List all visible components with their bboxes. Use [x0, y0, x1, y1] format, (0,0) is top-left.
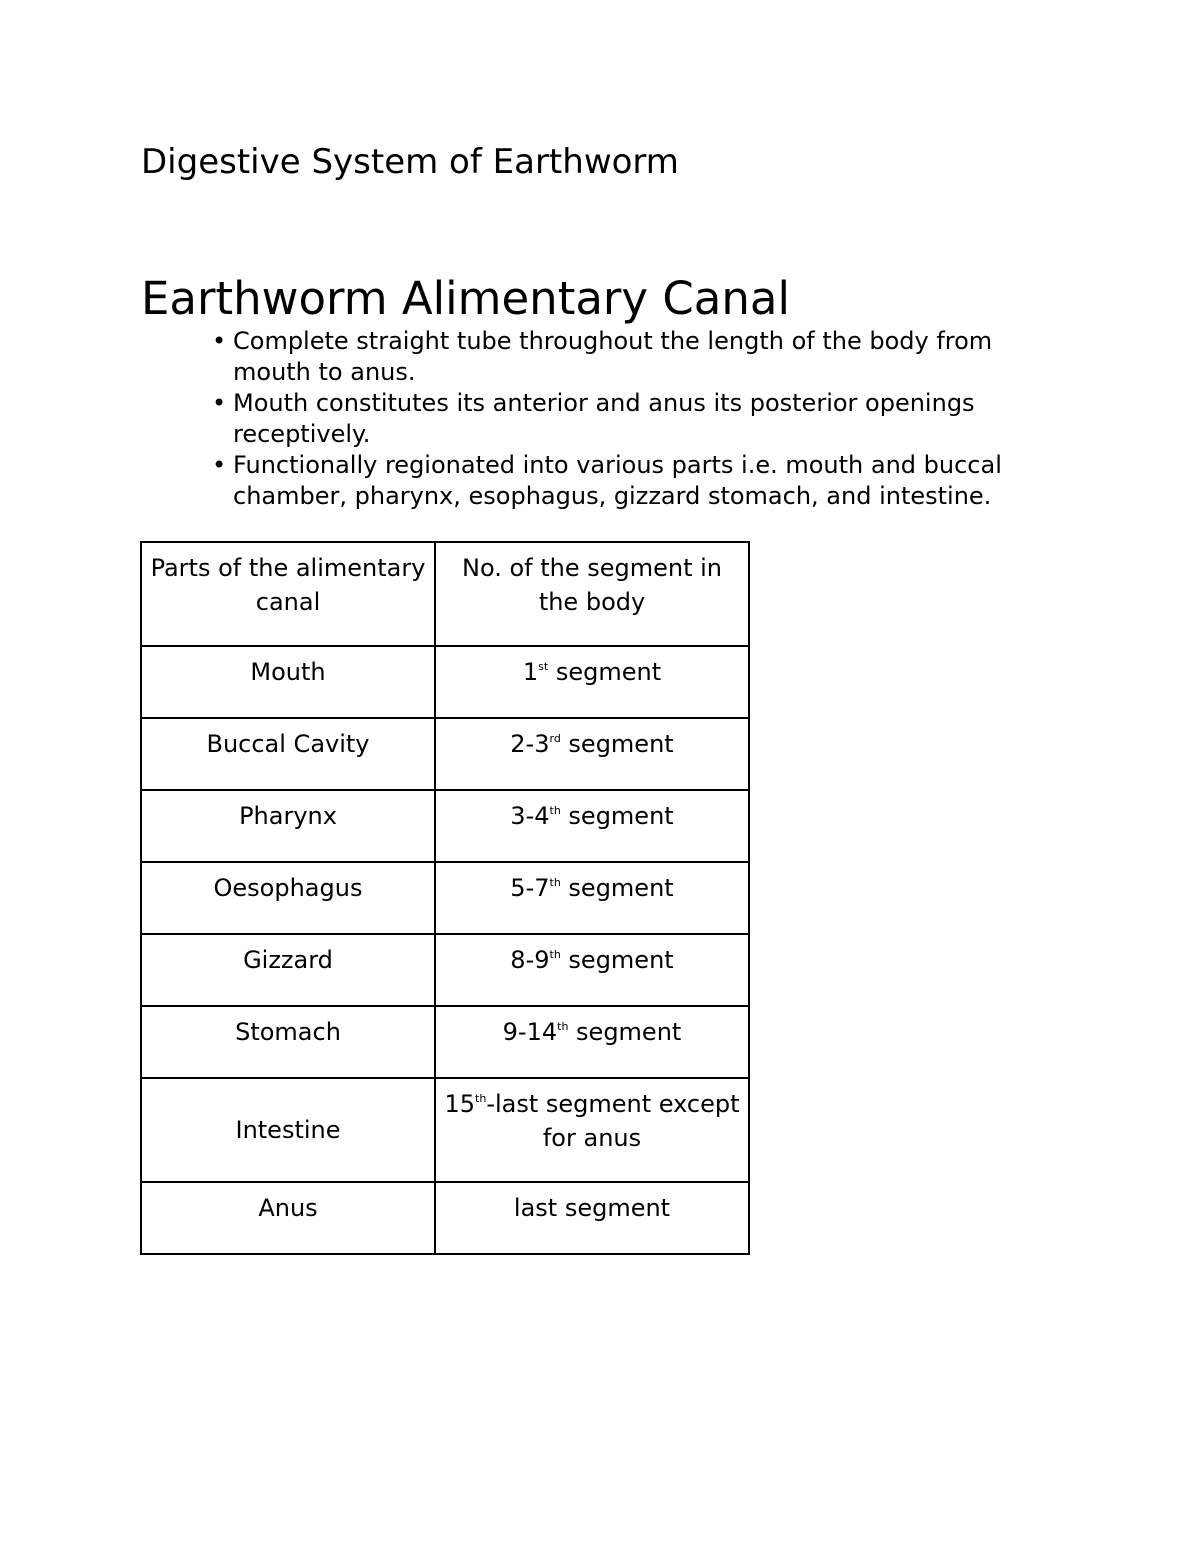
part-cell: Oesophagus: [141, 862, 435, 934]
segment-suffix: segment: [560, 730, 674, 758]
segment-suffix: segment: [560, 874, 674, 902]
bullet-icon: •: [212, 327, 227, 355]
segment-ordinal: th: [557, 1020, 569, 1033]
table-header-row: [141, 542, 749, 646]
header-cell-segment: No. of the segment in the body: [435, 542, 749, 646]
table-row: [141, 1078, 749, 1182]
table-row: [141, 790, 749, 862]
segment-number: 15: [444, 1090, 476, 1118]
segment-cell: [435, 934, 749, 1006]
document-title: Digestive System of Earthworm: [141, 142, 679, 182]
bullet-text: Mouth constitutes its anterior and anus its posterior openings receptively.: [233, 389, 975, 448]
table-row: [141, 934, 749, 1006]
bullet-item: [196, 388, 1076, 450]
segment-cell: [435, 862, 749, 934]
segment-ordinal: st: [538, 660, 549, 673]
segment-suffix: -last segment except for anus: [486, 1090, 740, 1152]
part-cell: Gizzard: [141, 934, 435, 1006]
segment-ordinal: rd: [549, 732, 561, 745]
table-row: [141, 718, 749, 790]
segment-suffix: segment: [560, 946, 674, 974]
segment-cell: [435, 1006, 749, 1078]
bullet-text: Complete straight tube throughout the length of the body from mouth to anus.: [233, 327, 993, 386]
bullet-text: Functionally regionated into various parts i.e. mouth and buccal chamber, pharynx, esophagus, gizzard stomach, and intestine.: [233, 451, 1002, 510]
segment-number: 8-9: [510, 946, 550, 974]
segment-suffix: segment: [568, 1018, 682, 1046]
part-cell: Buccal Cavity: [141, 718, 435, 790]
segment-number: 3-4: [510, 802, 550, 830]
table-row: [141, 1006, 749, 1078]
section-heading: Earthworm Alimentary Canal: [141, 272, 790, 325]
segment-cell: [435, 1078, 749, 1182]
segment-suffix: segment: [548, 658, 662, 686]
segment-ordinal: th: [549, 804, 561, 817]
table-row: [141, 1182, 749, 1254]
segment-cell: [435, 646, 749, 718]
header-cell-part: Parts of the alimentary canal: [141, 542, 435, 646]
segment-number: 9-14: [502, 1018, 558, 1046]
segment-cell: [435, 790, 749, 862]
segment-ordinal: th: [549, 948, 561, 961]
segment-number: 5-7: [510, 874, 550, 902]
table-row: [141, 862, 749, 934]
segment-cell: [435, 1182, 749, 1254]
segment-ordinal: th: [475, 1092, 487, 1105]
table-row: [141, 646, 749, 718]
segment-cell: [435, 718, 749, 790]
part-cell: Stomach: [141, 1006, 435, 1078]
bullet-item: [196, 326, 1076, 388]
part-cell: Anus: [141, 1182, 435, 1254]
bullet-icon: •: [212, 451, 227, 479]
segment-ordinal: th: [549, 876, 561, 889]
segment-number: 2-3: [510, 730, 550, 758]
part-cell: Intestine: [141, 1078, 435, 1182]
segment-number: last segment: [513, 1194, 671, 1222]
segments-table: [140, 541, 750, 1255]
bullet-icon: •: [212, 389, 227, 417]
bullet-item: [196, 450, 1076, 512]
bullet-list: [196, 326, 1076, 512]
segment-suffix: segment: [560, 802, 674, 830]
part-cell: Pharynx: [141, 790, 435, 862]
segment-number: 1: [522, 658, 539, 686]
part-cell: Mouth: [141, 646, 435, 718]
